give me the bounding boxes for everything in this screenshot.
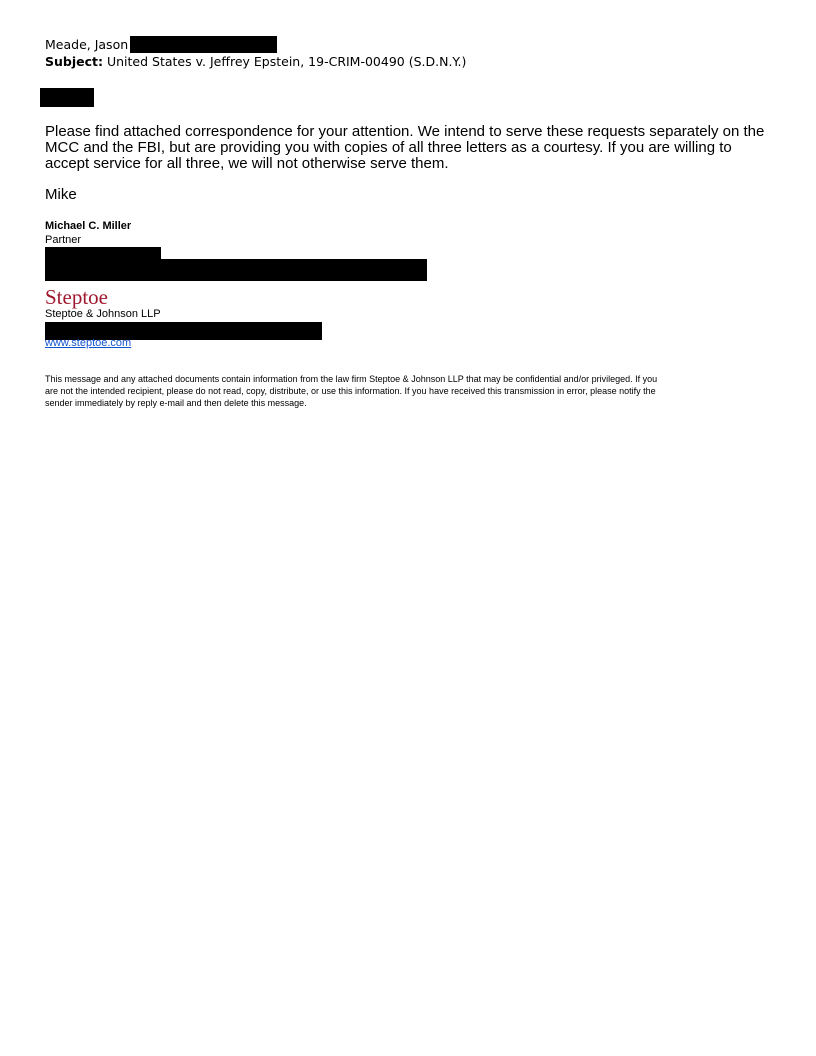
subject-line [45, 54, 466, 70]
redaction-greeting [40, 88, 94, 107]
recipient-line [45, 37, 128, 53]
signature-title: Partner [45, 234, 82, 246]
redaction-recipient-email [130, 36, 277, 53]
recipient-name: Meade, Jason [45, 37, 129, 52]
subject-text: United States v. Jeffrey Epstein, 19-CRIM-00490 (S.D.N.Y.) [106, 54, 467, 69]
confidentiality-disclaimer [45, 373, 773, 409]
disclaimer-line: are not the intended recipient, please do not read, copy, distribute, or use this information. If you have received this transmission in error, please notify the [45, 386, 656, 396]
website-link[interactable]: www.steptoe.com [45, 337, 132, 349]
disclaimer-line: sender immediately by reply e-mail and then delete this message. [45, 398, 307, 408]
redaction-contact [45, 259, 427, 281]
signature-name: Michael C. Miller [45, 220, 132, 232]
steptoe-logo: Steptoe [45, 285, 108, 309]
signoff: Mike [45, 186, 77, 203]
message-body: Please find attached correspondence for your attention. We intend to serve these requests separately on the MCC and the FBI, but are providing you with copies of all three letters as a courtesy. If you are willing to accept service for all three, we will not otherwise serve them. [45, 123, 765, 172]
subject-label: Subject: [45, 54, 103, 69]
disclaimer-line: This message and any attached documents contain information from the law firm Steptoe & Johnson LLP that may be confidential and/or privileged. If you [45, 374, 658, 384]
firm-name: Steptoe & Johnson LLP [45, 308, 161, 320]
